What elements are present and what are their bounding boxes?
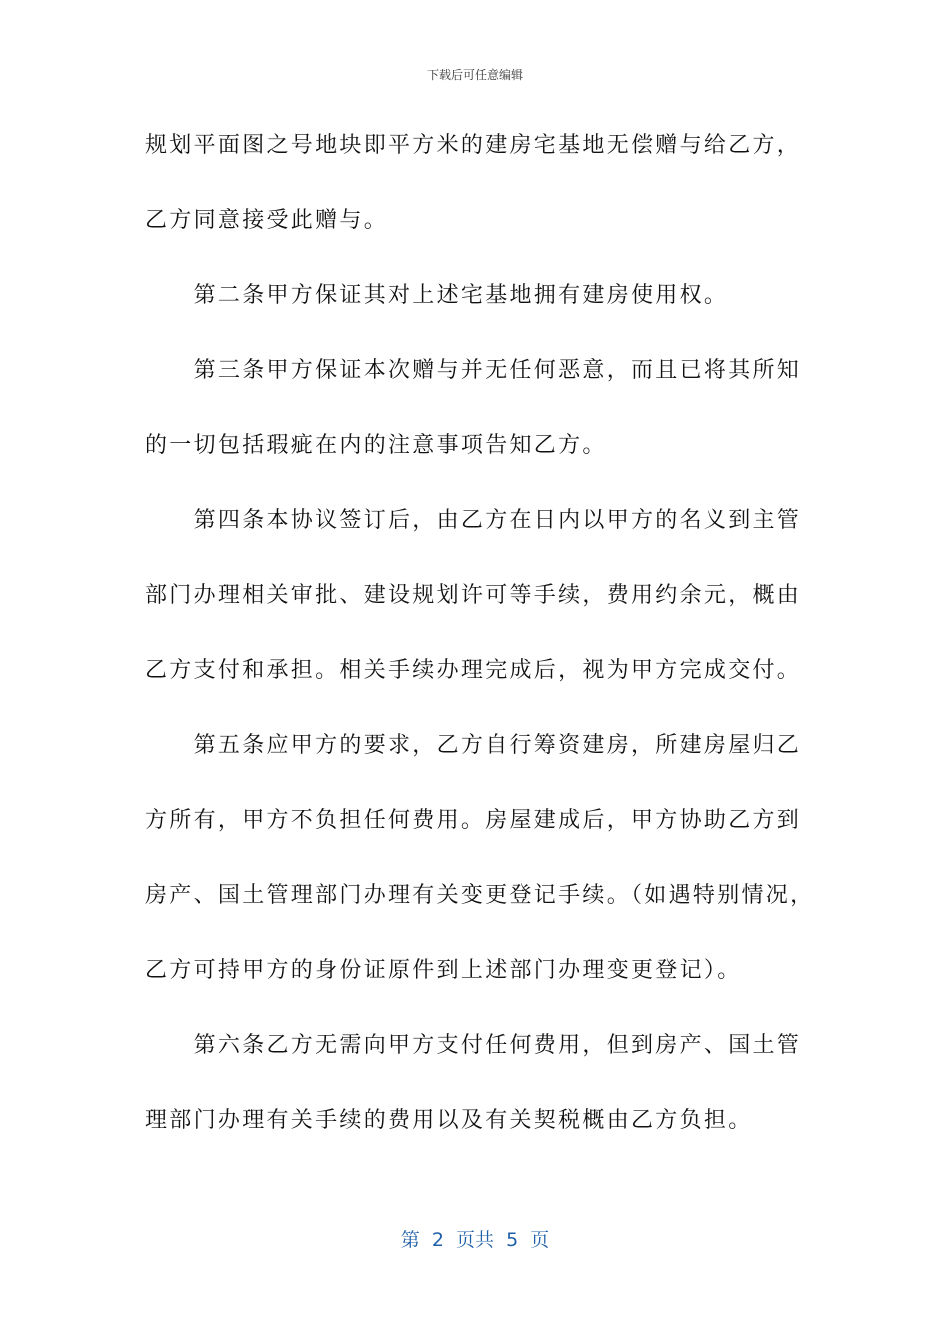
body-line: 第五条应甲方的要求，乙方自行筹资建房，所建房屋归乙	[145, 733, 802, 758]
page-header: 下载后可任意编辑	[426, 68, 523, 82]
body-line: 的一切包括瑕疵在内的注意事项告知乙方。	[145, 433, 607, 458]
body-line: 第二条甲方保证其对上述宅基地拥有建房使用权。	[145, 283, 729, 308]
body-line: 部门办理相关审批、建设规划许可等手续，费用约余元，概由	[145, 583, 802, 608]
body-line: 第三条甲方保证本次赠与并无任何恶意，而且已将其所知	[145, 358, 802, 383]
body-line: 第六条乙方无需向甲方支付任何费用，但到房产、国土管	[145, 1033, 802, 1058]
body-line: 乙方支付和承担。相关手续办理完成后，视为甲方完成交付。	[145, 658, 802, 683]
body-line: 方所有，甲方不负担任何费用。房屋建成后，甲方协助乙方到	[145, 808, 802, 833]
body-line: 理部门办理有关手续的费用以及有关契税概由乙方负担。	[145, 1108, 753, 1133]
body-line: 乙方可持甲方的身份证原件到上述部门办理变更登记）。	[145, 958, 742, 983]
body-line: 乙方同意接受此赠与。	[145, 208, 389, 233]
page-number-footer: 第 2 页共 5 页	[400, 1229, 550, 1251]
body-line: 房产、国土管理部门办理有关变更登记手续。（如遇特别情况，	[145, 883, 815, 908]
body-line: 第四条本协议签订后，由乙方在日内以甲方的名义到主管	[145, 508, 802, 533]
body-line: 规划平面图之号地块即平方米的建房宅基地无偿赠与给乙方，	[145, 133, 802, 158]
